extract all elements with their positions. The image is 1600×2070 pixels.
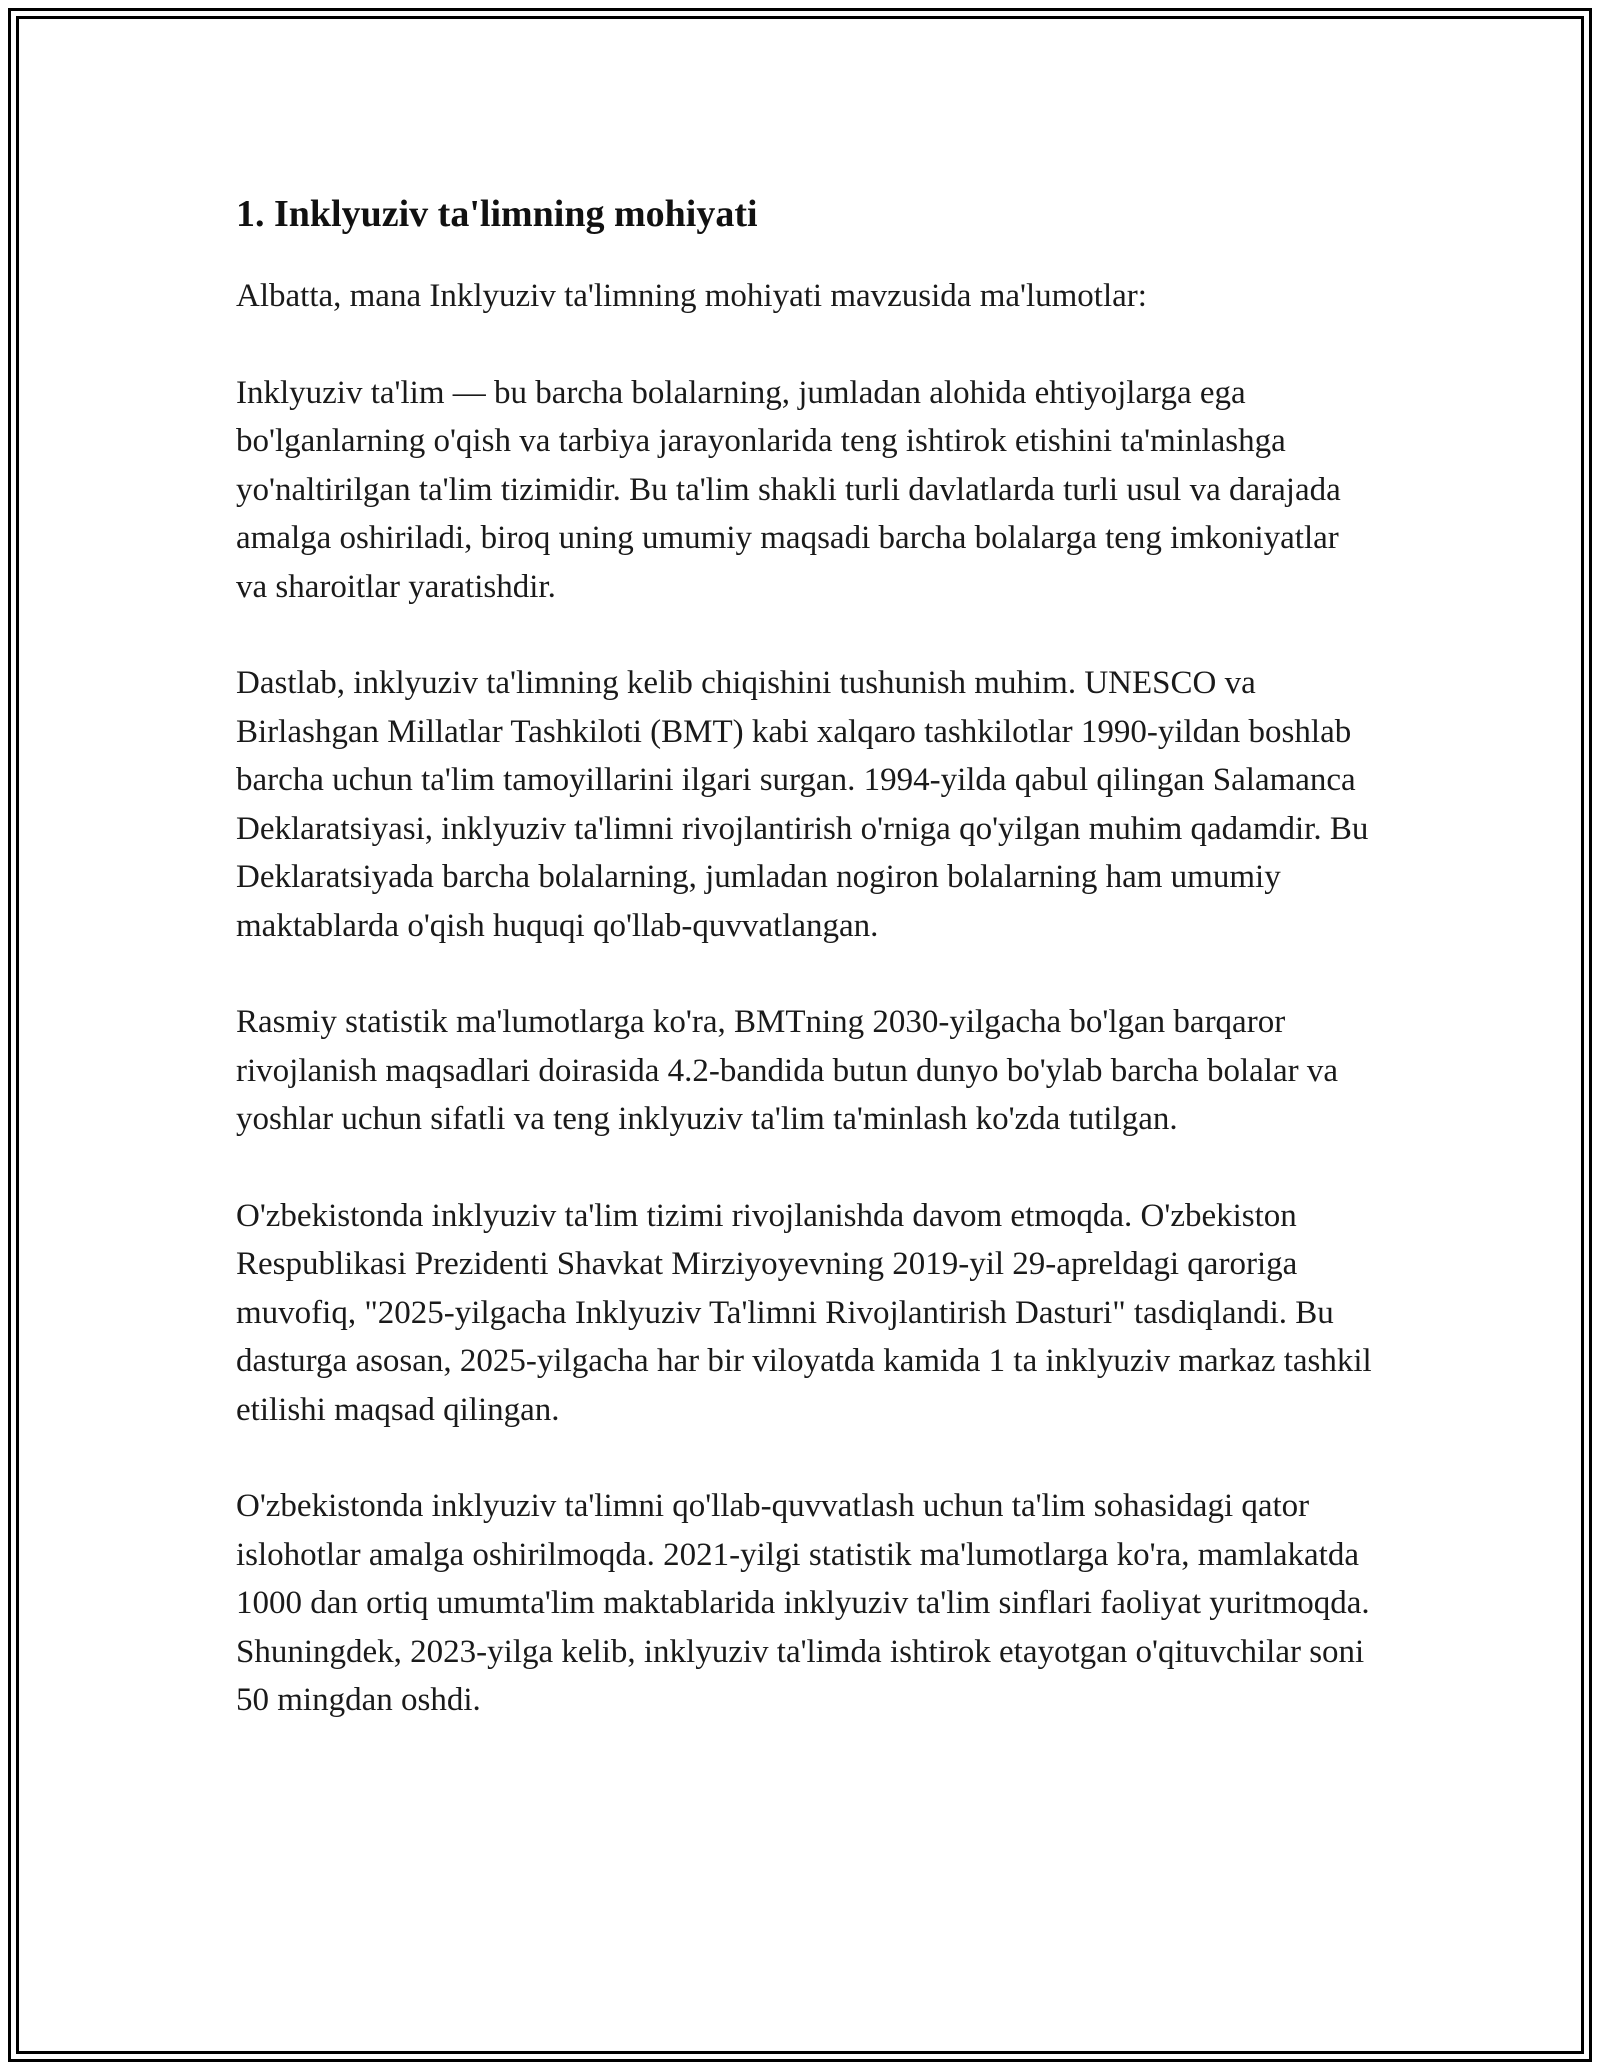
paragraph-uzbekistan-program: O'zbekistonda inklyuziv ta'lim tizimi rivojlanishda davom etmoqda. O'zbekiston Respublikasi Prezidenti Shavkat Mirziyoyevning 2019-yil 29-apreldagi qaroriga muvofiq, "2025-yilgacha Inklyuziv Ta'limni Rivojlantirish Dasturi" tasdiqlandi. Bu dasturga asosan, 2025-yilgacha har bir viloyatda kamida 1 ta inklyuziv markaz tashkil etilishi maqsad qilingan. [236, 1197, 1372, 1428]
section-heading: 1. Inklyuziv ta'limning mohiyati [236, 193, 758, 235]
paragraph-uzbekistan-reforms: O'zbekistonda inklyuziv ta'limni qo'llab-quvvatlash uchun ta'lim sohasidagi qator islohotlar amalga oshirilmoqda. 2021-yilgi statistik ma'lumotlarga ko'ra, mamlakatda 1000 dan ortiq umumta'lim maktablarida inklyuziv ta'lim sinflari faoliyat yuritmoqda. Shuningdek, 2023-yilga kelib, inklyuziv ta'limda ishtirok etayotgan o'qituvchilar soni 50 mingdan oshdi. [236, 1488, 1370, 1718]
paragraph-origins: Dastlab, inklyuziv ta'limning kelib chiqishini tushunish muhim. UNESCO va Birlashgan Millatlar Tashkiloti (BMT) kabi xalqaro tashkilotlar 1990-yildan boshlab barcha uchun ta'lim tamoyillarini ilgari surgan. 1994-yilda qabul qilingan Salamanca Deklaratsiyasi, inklyuziv ta'limni rivojlantirish o'rniga qo'yilgan muhim qadamdir. Bu Deklaratsiyada barcha bolalarning, jumladan nogiron bolalarning ham umumiy maktablarda o'qish huquqi qo'llab-quvvatlangan. [236, 665, 1369, 944]
document-body [236, 186, 1376, 1773]
paragraph-statistics: Rasmiy statistik ma'lumotlarga ko'ra, BMTning 2030-yilgacha bo'lgan barqaror rivojlanish maqsadlari doirasida 4.2-bandida butun dunyo bo'ylab barcha bolalar va yoshlar uchun sifatli va teng inklyuziv ta'lim ta'minlash ko'zda tutilgan. [236, 1004, 1338, 1137]
paragraph-definition: Inklyuziv ta'lim — bu barcha bolalarning, jumladan alohida ehtiyojlarga ega bo'lganlarning o'qish va tarbiya jarayonlarida teng ishtirok etishini ta'minlashga yo'naltirilgan ta'lim tizimidir. Bu ta'lim shakli turli davlatlarda turli usul va darajada amalga oshiriladi, biroq uning umumiy maqsadi barcha bolalarga teng imkoniyatlar va sharoitlar yaratishdir. [236, 374, 1341, 605]
intro-paragraph: Albatta, mana Inklyuziv ta'limning mohiyati mavzusida ma'lumotlar: [236, 278, 1147, 314]
